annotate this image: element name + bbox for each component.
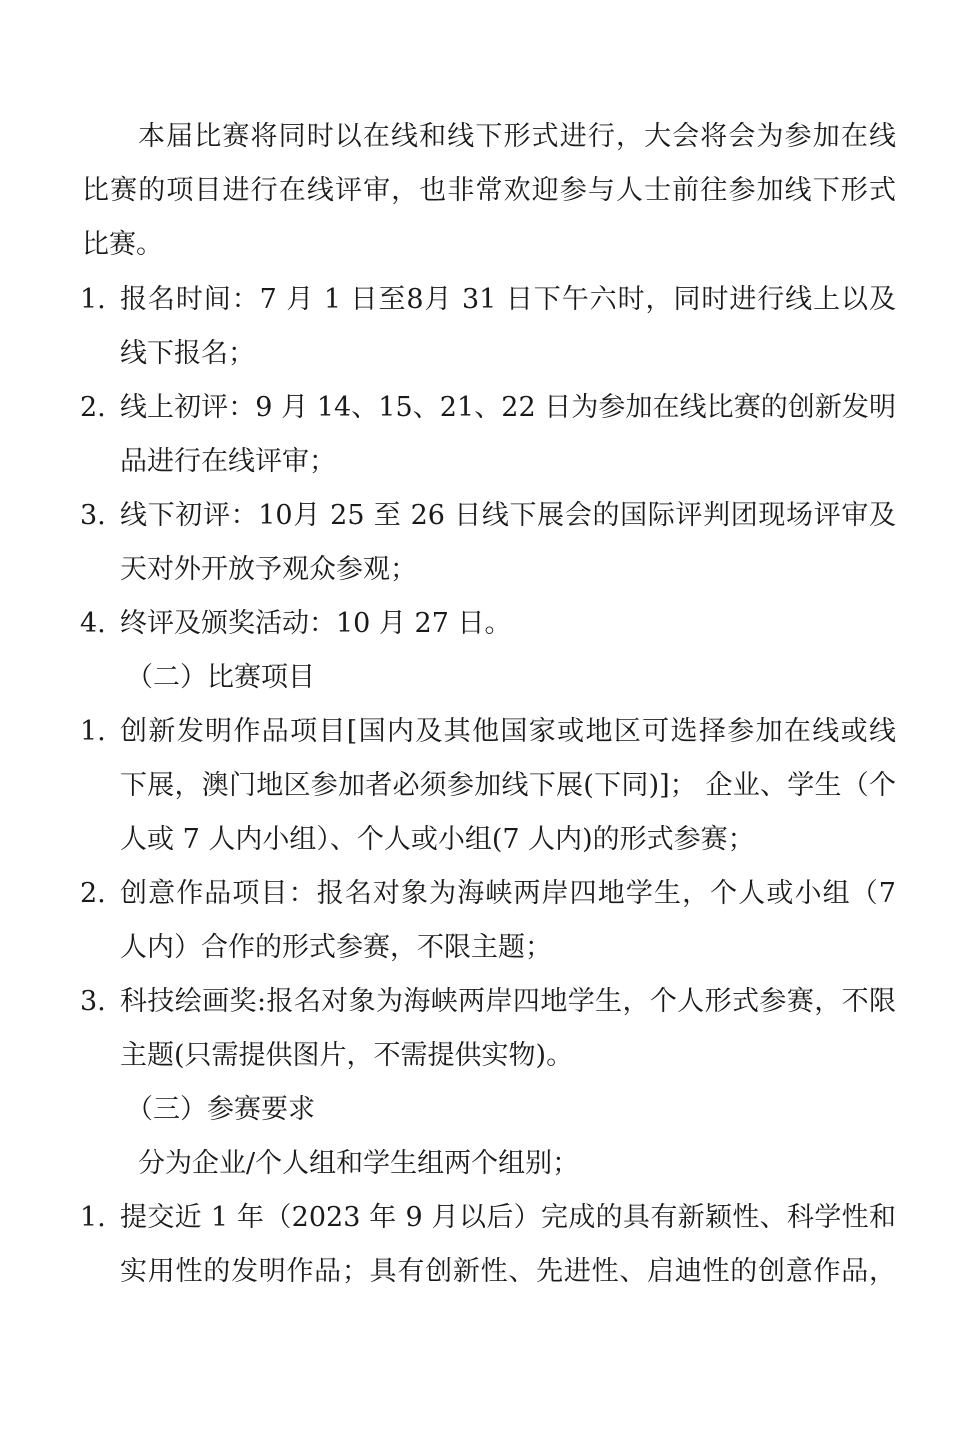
list-number: 1.	[80, 284, 106, 315]
intro-line-1: 本届比赛将同时以在线和线下形式进行，大会将会为参加在线	[138, 121, 896, 152]
list-number: 4.	[80, 608, 106, 639]
schedule-item-2-cont: 品进行在线评审；	[120, 446, 336, 477]
section-3-item-1: 1. 提交近 1 年（2023 年 9 月以后）完成的具有新颖性、科学性和	[0, 1198, 978, 1238]
list-number: 2.	[80, 392, 106, 423]
section-2-item-2-cont: 人内）合作的形式参赛，不限主题；	[120, 932, 552, 963]
section-2-item-2: 2. 创意作品项目：报名对象为海峡两岸四地学生，个人或小组（7	[0, 874, 978, 914]
section-2-item-1-cont: 下展，澳门地区参加者必须参加线下展(下同)]； 企业、学生（个	[120, 770, 896, 801]
schedule-item-2: 2. 线上初评：9 月 14、15、21、22 日为参加在线比赛的创新发明	[0, 388, 978, 428]
section-2-item-3-cont: 主题(只需提供图片，不需提供实物)。	[120, 1040, 574, 1071]
schedule-item-3-cont: 天对外开放予观众参观；	[120, 554, 417, 585]
intro-line-2: 比赛的项目进行在线评审，也非常欢迎参与人士前往参加线下形式	[82, 175, 896, 206]
section-3-item-1-cont: 实用性的发明作品；具有创新性、先进性、启迪性的创意作品，	[120, 1256, 896, 1287]
schedule-item-1: 1. 报名时间：7 月 1 日至8月 31 日下午六时，同时进行线上以及	[0, 280, 978, 320]
list-number: 1.	[80, 1202, 106, 1233]
intro-line-3: 比赛。	[82, 229, 163, 260]
list-number: 1.	[80, 716, 106, 747]
section-2-item-1: 1. 创新发明作品项目[国内及其他国家或地区可选择参加在线或线	[0, 712, 978, 752]
schedule-item-3: 3. 线下初评：10月 25 至 26 日线下展会的国际评判团现场评审及	[0, 496, 978, 536]
schedule-item-4: 4. 终评及颁奖活动：10 月 27 日。	[0, 604, 978, 644]
list-number: 3.	[80, 986, 106, 1017]
schedule-item-1-cont: 线下报名；	[120, 338, 255, 369]
list-number: 2.	[80, 878, 106, 909]
section-3-subtitle: 分为企业/个人组和学生组两个组别；	[138, 1148, 580, 1179]
list-number: 3.	[80, 500, 106, 531]
section-3-heading: （三）参赛要求	[126, 1094, 315, 1125]
section-2-item-1-cont-2: 人或 7 人内小组）、个人或小组(7 人内)的形式参赛；	[120, 824, 755, 855]
section-2-heading: （二）比赛项目	[126, 662, 315, 693]
section-2-item-3: 3. 科技绘画奖:报名对象为海峡两岸四地学生，个人形式参赛，不限	[0, 982, 978, 1022]
